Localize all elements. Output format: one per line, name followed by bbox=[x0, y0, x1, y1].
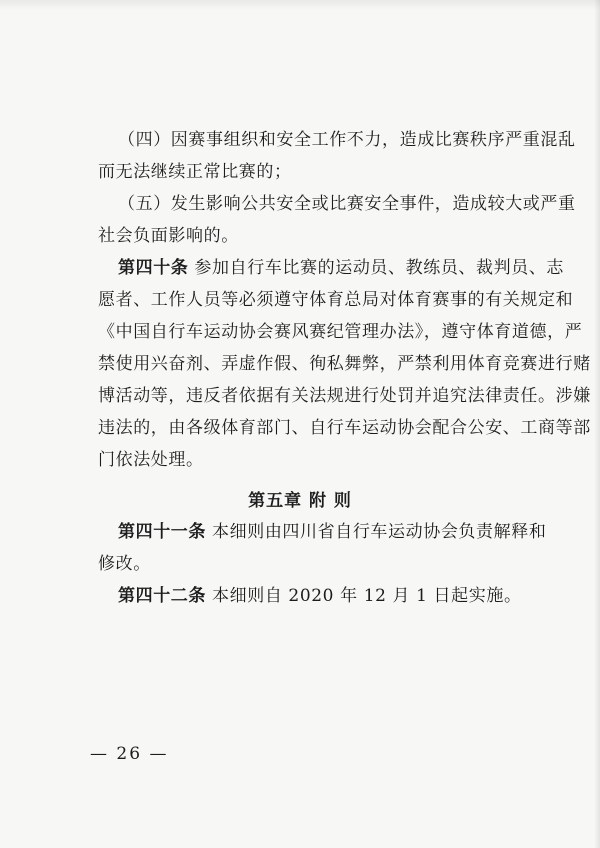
article-40-text: 参加自行车比赛的运动员、教练员、裁判员、志 bbox=[194, 258, 565, 278]
article-42-text: 本细则自 2020 年 12 月 1 日起实施。 bbox=[212, 586, 522, 606]
item-4-line-2: 而无法继续正常比赛的； bbox=[98, 162, 292, 182]
article-40-line-3: 《中国自行车运动协会赛风赛纪管理办法》，遵守体育道德，严 bbox=[98, 322, 583, 342]
article-41-label: 第四十一条 bbox=[118, 522, 206, 542]
article-40-line-7: 门依法处理。 bbox=[98, 450, 204, 470]
article-42-line bbox=[118, 586, 522, 606]
article-41-line-2: 修改。 bbox=[98, 554, 151, 574]
item-4-line-1: （四）因赛事组织和安全工作不力，造成比赛秩序严重混乱 bbox=[118, 130, 576, 150]
item-5-line-1: （五）发生影响公共安全或比赛安全事件，造成较大或严重 bbox=[118, 194, 576, 214]
chapter-title: 第五章 附 则 bbox=[248, 491, 352, 511]
scan-side-shadow bbox=[594, 0, 600, 848]
article-41-line-1 bbox=[118, 522, 546, 542]
scan-edge-shadow bbox=[0, 0, 600, 10]
article-40-line-5: 博活动等，违反者依据有关法规进行处罚并追究法律责任。涉嫌 bbox=[98, 386, 591, 406]
item-5-line-2: 社会负面影响的。 bbox=[98, 226, 239, 246]
article-40-line-2: 愿者、工作人员等必须遵守体育总局对体育赛事的有关规定和 bbox=[98, 290, 574, 310]
article-40-line-4: 禁使用兴奋剂、弄虚作假、徇私舞弊，严禁利用体育竞赛进行赌 bbox=[98, 354, 591, 374]
page-number: — 26 — bbox=[90, 744, 169, 764]
article-41-text: 本细则由四川省自行车运动协会负责解释和 bbox=[212, 522, 547, 542]
article-40-line-6: 违法的，由各级体育部门、自行车运动协会配合公安、工商等部 bbox=[98, 418, 591, 438]
article-40-label: 第四十条 bbox=[118, 258, 189, 278]
article-40-line-1 bbox=[118, 258, 564, 278]
article-42-label: 第四十二条 bbox=[118, 586, 206, 606]
